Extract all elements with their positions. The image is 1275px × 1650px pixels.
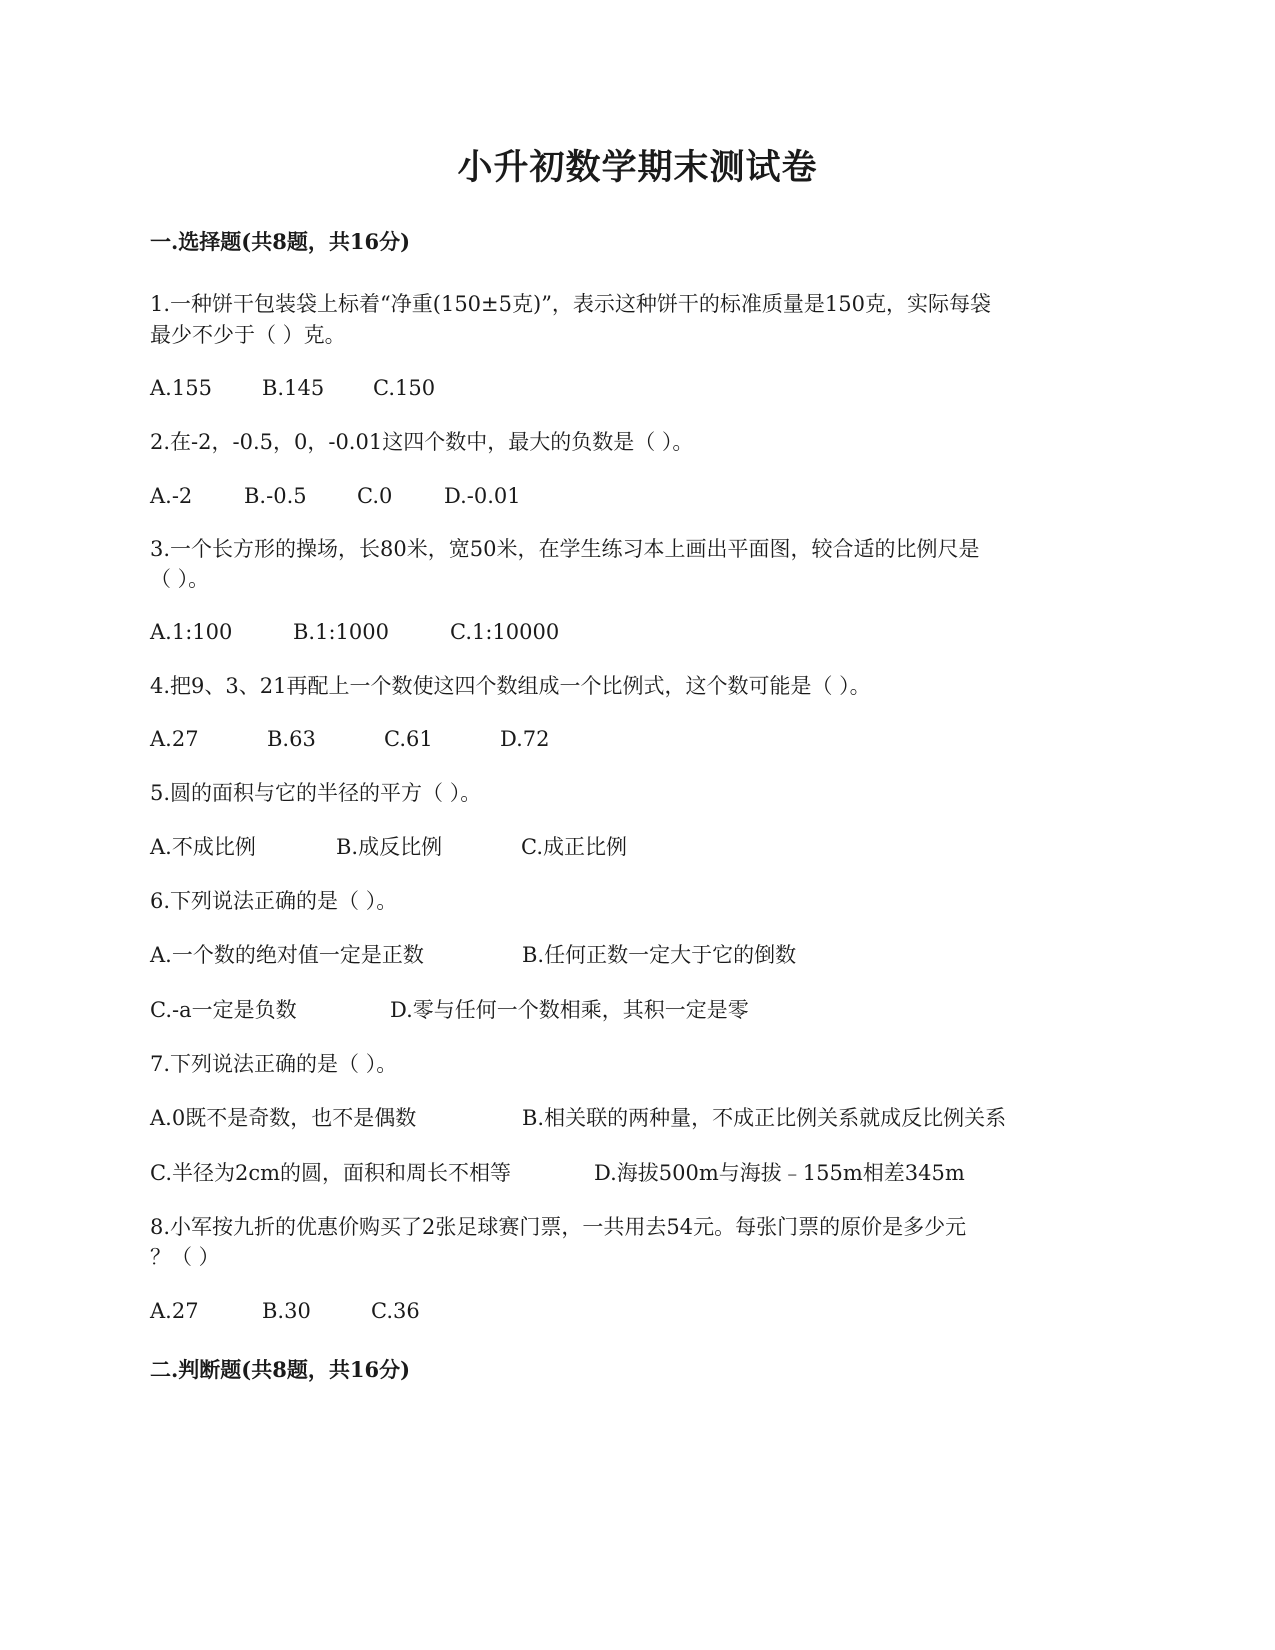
question-4-option-c: C.61 [384,727,433,751]
question-2-option-b: B.-0.5 [244,484,307,508]
question-5-option-c: C.成正比例 [521,835,627,859]
question-2-option-c: C.0 [357,484,393,508]
question-8-text-line-2: ？（ ） [150,1245,220,1269]
question-6-option-d: D.零与任何一个数相乘，其积一定是零 [390,998,749,1022]
question-8-text-line-1: 8.小军按九折的优惠价购买了2张足球赛门票，一共用去54元。每张门票的原价是多少元 [150,1215,967,1239]
question-4-option-d: D.72 [500,727,550,751]
question-6-option-b: B.任何正数一定大于它的倒数 [522,943,797,967]
question-7-option-a: A.0既不是奇数，也不是偶数 [150,1106,417,1130]
section-heading-choice: 一.选择题(共8题，共16分) [150,229,411,254]
question-7-text-line-1: 7.下列说法正确的是（ ）。 [150,1052,398,1076]
question-6-option-a: A.一个数的绝对值一定是正数 [150,943,424,967]
question-6-option-c: C.-a一定是负数 [150,998,297,1022]
question-1-option-c: C.150 [373,376,436,400]
question-6-text-line-1: 6.下列说法正确的是（ ）。 [150,889,398,913]
question-2-option-a: A.-2 [150,484,193,508]
question-5-option-a: A.不成比例 [150,835,256,859]
question-4-option-a: A.27 [150,727,199,751]
question-7-option-d: D.海拔500m与海拔﹣155m相差345m [594,1161,965,1185]
question-2-option-d: D.-0.01 [444,484,521,508]
question-3-text-line-1: 3.一个长方形的操场，长80米，宽50米，在学生练习本上画出平面图，较合适的比例尺是 [150,537,980,561]
question-3-option-a: A.1:100 [150,620,233,644]
question-5-option-b: B.成反比例 [336,835,443,859]
question-1-text-line-1: 1.一种饼干包装袋上标着“净重(150±5克)”，表示这种饼干的标准质量是150克，实际每袋 [150,292,992,316]
question-1-option-b: B.145 [262,376,325,400]
exam-title: 小升初数学期末测试卷 [457,147,818,188]
question-1-text-line-2: 最少不少于（ ）克。 [150,323,346,347]
question-8-option-c: C.36 [371,1299,420,1323]
question-8-option-b: B.30 [262,1299,311,1323]
question-7-option-c: C.半径为2cm的圆，面积和周长不相等 [150,1161,512,1185]
section-heading-judgment: 二.判断题(共8题，共16分) [150,1357,411,1382]
question-7-option-b: B.相关联的两种量，不成正比例关系就成反比例关系 [522,1106,1007,1130]
question-8-option-a: A.27 [150,1299,199,1323]
question-4-option-b: B.63 [267,727,316,751]
question-3-option-c: C.1:10000 [450,620,560,644]
question-4-text-line-1: 4.把9、3、21再配上一个数使这四个数组成一个比例式，这个数可能是（ ）。 [150,674,871,698]
question-2-text-line-1: 2.在-2，-0.5，0，-0.01这四个数中，最大的负数是（ ）。 [150,430,694,454]
question-3-text-line-2: （ ）。 [150,567,210,591]
question-1-option-a: A.155 [150,376,212,400]
question-5-text-line-1: 5.圆的面积与它的半径的平方（ ）。 [150,781,482,805]
question-3-option-b: B.1:1000 [293,620,389,644]
